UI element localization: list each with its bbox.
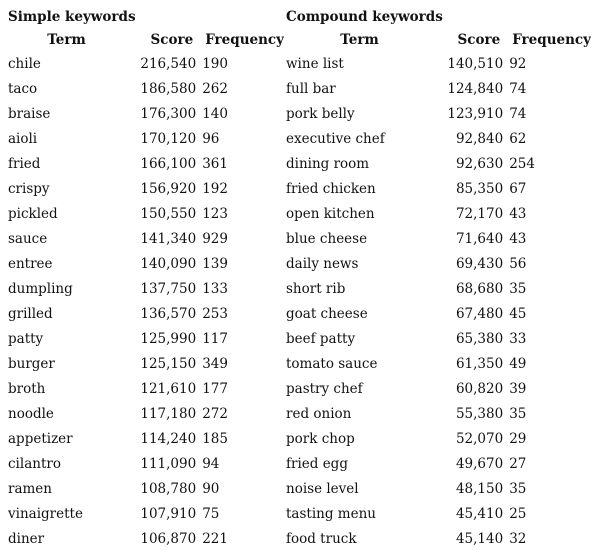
score-cell: 61,350 — [455, 356, 504, 372]
table-row — [286, 127, 591, 152]
table-row — [286, 377, 591, 402]
term-cell: sauce — [8, 231, 48, 247]
term-cell: diner — [8, 531, 45, 547]
table-row — [286, 52, 591, 77]
table-row — [286, 252, 591, 277]
frequency-cell: 43 — [509, 206, 527, 222]
frequency-cell: 33 — [509, 331, 527, 347]
table-row — [8, 177, 284, 202]
frequency-cell: 67 — [509, 181, 527, 197]
frequency-cell: 74 — [509, 81, 527, 97]
term-cell: executive chef — [286, 131, 385, 147]
table-row — [8, 502, 284, 527]
term-cell: broth — [8, 381, 46, 397]
table-row — [8, 302, 284, 327]
score-cell: 92,630 — [455, 156, 504, 172]
term-cell: dumpling — [8, 281, 73, 297]
score-cell: 45,410 — [455, 506, 504, 522]
term-cell: noise level — [286, 481, 359, 497]
table-row — [8, 427, 284, 452]
term-cell: crispy — [8, 181, 50, 197]
table-header-row — [8, 28, 284, 52]
score-cell: 140,090 — [140, 256, 197, 272]
score-cell: 176,300 — [140, 106, 197, 122]
term-cell: pork chop — [286, 431, 355, 447]
term-cell: cilantro — [8, 456, 61, 472]
term-cell: aioli — [8, 131, 38, 147]
frequency-cell: 56 — [509, 256, 527, 272]
term-cell: beef patty — [286, 331, 356, 347]
simple-keywords-section — [8, 6, 284, 552]
term-cell: fried egg — [286, 456, 348, 472]
term-cell: chile — [8, 56, 41, 72]
table-row — [8, 127, 284, 152]
frequency-cell: 94 — [202, 456, 220, 472]
table-row — [286, 277, 591, 302]
table-row — [8, 52, 284, 77]
term-cell: pickled — [8, 206, 58, 222]
table-row — [8, 452, 284, 477]
term-cell: dining room — [286, 156, 370, 172]
table-row — [286, 402, 591, 427]
term-cell: goat cheese — [286, 306, 368, 322]
table-row — [286, 477, 591, 502]
frequency-cell: 39 — [509, 381, 527, 397]
term-cell: grilled — [8, 306, 53, 322]
score-cell: 136,570 — [140, 306, 197, 322]
frequency-cell: 35 — [509, 281, 527, 297]
score-cell: 141,340 — [140, 231, 197, 247]
table-row — [286, 202, 591, 227]
column-header-frequency: Frequency — [205, 32, 284, 48]
term-cell: tomato sauce — [286, 356, 378, 372]
compound-keywords-table — [286, 28, 591, 552]
column-header-frequency: Frequency — [512, 32, 591, 48]
term-cell: vinaigrette — [8, 506, 83, 522]
term-cell: braise — [8, 106, 51, 122]
term-cell: taco — [8, 81, 38, 97]
score-cell: 114,240 — [140, 431, 197, 447]
term-cell: patty — [8, 331, 44, 347]
frequency-cell: 361 — [202, 156, 228, 172]
score-cell: 45,140 — [455, 531, 504, 547]
table-row — [286, 227, 591, 252]
term-cell: entree — [8, 256, 53, 272]
term-cell: pastry chef — [286, 381, 363, 397]
table-row — [8, 102, 284, 127]
table-row — [8, 477, 284, 502]
table-row — [8, 277, 284, 302]
frequency-cell: 35 — [509, 481, 527, 497]
score-cell: 125,990 — [140, 331, 197, 347]
score-cell: 55,380 — [455, 406, 504, 422]
score-cell: 111,090 — [140, 456, 197, 472]
frequency-cell: 177 — [202, 381, 228, 397]
score-cell: 52,070 — [455, 431, 504, 447]
term-cell: ramen — [8, 481, 52, 497]
table-row — [286, 102, 591, 127]
score-cell: 48,150 — [455, 481, 504, 497]
table-header-row — [286, 28, 591, 52]
compound-keywords-title: Compound keywords — [286, 9, 443, 25]
score-cell: 124,840 — [447, 81, 504, 97]
frequency-cell: 190 — [202, 56, 228, 72]
score-cell: 123,910 — [447, 106, 504, 122]
frequency-cell: 45 — [509, 306, 527, 322]
score-cell: 65,380 — [455, 331, 504, 347]
table-row — [8, 327, 284, 352]
frequency-cell: 929 — [202, 231, 228, 247]
frequency-cell: 96 — [202, 131, 220, 147]
term-cell: pork belly — [286, 106, 355, 122]
score-cell: 67,480 — [455, 306, 504, 322]
column-header-score: Score — [150, 32, 194, 48]
frequency-cell: 221 — [202, 531, 228, 547]
frequency-cell: 35 — [509, 406, 527, 422]
score-cell: 186,580 — [140, 81, 197, 97]
frequency-cell: 32 — [509, 531, 527, 547]
score-cell: 72,170 — [455, 206, 504, 222]
table-row — [286, 352, 591, 377]
frequency-cell: 92 — [509, 56, 527, 72]
table-row — [286, 502, 591, 527]
table-row — [286, 302, 591, 327]
frequency-cell: 133 — [202, 281, 228, 297]
table-row — [286, 527, 591, 552]
table-row — [8, 152, 284, 177]
table-row — [8, 227, 284, 252]
term-cell: open kitchen — [286, 206, 375, 222]
term-cell: noodle — [8, 406, 54, 422]
simple-keywords-rows — [8, 52, 284, 552]
score-cell: 170,120 — [140, 131, 197, 147]
table-row — [286, 77, 591, 102]
score-cell: 108,780 — [140, 481, 197, 497]
score-cell: 216,540 — [140, 56, 197, 72]
term-cell: full bar — [286, 81, 336, 97]
score-cell: 49,670 — [455, 456, 504, 472]
frequency-cell: 74 — [509, 106, 527, 122]
table-row — [8, 402, 284, 427]
frequency-cell: 90 — [202, 481, 220, 497]
score-cell: 71,640 — [455, 231, 504, 247]
term-cell: red onion — [286, 406, 352, 422]
score-cell: 68,680 — [455, 281, 504, 297]
term-cell: wine list — [286, 56, 344, 72]
frequency-cell: 43 — [509, 231, 527, 247]
frequency-cell: 272 — [202, 406, 228, 422]
frequency-cell: 139 — [202, 256, 228, 272]
table-row — [8, 252, 284, 277]
term-cell: fried chicken — [286, 181, 376, 197]
frequency-cell: 254 — [509, 156, 535, 172]
score-cell: 107,910 — [140, 506, 197, 522]
column-header-score: Score — [457, 32, 501, 48]
column-header-term: Term — [47, 32, 86, 48]
frequency-cell: 192 — [202, 181, 228, 197]
table-row — [286, 452, 591, 477]
frequency-cell: 49 — [509, 356, 527, 372]
frequency-cell: 117 — [202, 331, 228, 347]
score-cell: 125,150 — [140, 356, 197, 372]
frequency-cell: 349 — [202, 356, 228, 372]
term-cell: appetizer — [8, 431, 73, 447]
frequency-cell: 185 — [202, 431, 228, 447]
score-cell: 60,820 — [455, 381, 504, 397]
table-row — [8, 527, 284, 552]
table-row — [286, 327, 591, 352]
score-cell: 156,920 — [140, 181, 197, 197]
frequency-cell: 25 — [509, 506, 527, 522]
frequency-cell: 27 — [509, 456, 527, 472]
table-row — [8, 377, 284, 402]
score-cell: 150,550 — [140, 206, 197, 222]
score-cell: 121,610 — [140, 381, 197, 397]
compound-keywords-section — [286, 6, 591, 552]
score-cell: 85,350 — [455, 181, 504, 197]
term-cell: blue cheese — [286, 231, 368, 247]
frequency-cell: 29 — [509, 431, 527, 447]
score-cell: 106,870 — [140, 531, 197, 547]
table-row — [286, 152, 591, 177]
frequency-cell: 62 — [509, 131, 527, 147]
term-cell: short rib — [286, 281, 346, 297]
frequency-cell: 140 — [202, 106, 228, 122]
frequency-cell: 123 — [202, 206, 228, 222]
frequency-cell: 262 — [202, 81, 228, 97]
score-cell: 137,750 — [140, 281, 197, 297]
score-cell: 166,100 — [140, 156, 197, 172]
frequency-cell: 75 — [202, 506, 220, 522]
score-cell: 117,180 — [140, 406, 197, 422]
term-cell: fried — [8, 156, 41, 172]
score-cell: 69,430 — [455, 256, 504, 272]
table-row — [8, 77, 284, 102]
score-cell: 140,510 — [447, 56, 504, 72]
term-cell: burger — [8, 356, 55, 372]
compound-keywords-rows — [286, 52, 591, 552]
table-row — [286, 427, 591, 452]
frequency-cell: 253 — [202, 306, 228, 322]
column-header-term: Term — [340, 32, 379, 48]
score-cell: 92,840 — [455, 131, 504, 147]
term-cell: daily news — [286, 256, 359, 272]
simple-keywords-table — [8, 28, 284, 552]
simple-keywords-title: Simple keywords — [8, 9, 136, 25]
table-row — [8, 352, 284, 377]
term-cell: tasting menu — [286, 506, 376, 522]
term-cell: food truck — [286, 531, 357, 547]
table-row — [8, 202, 284, 227]
table-row — [286, 177, 591, 202]
